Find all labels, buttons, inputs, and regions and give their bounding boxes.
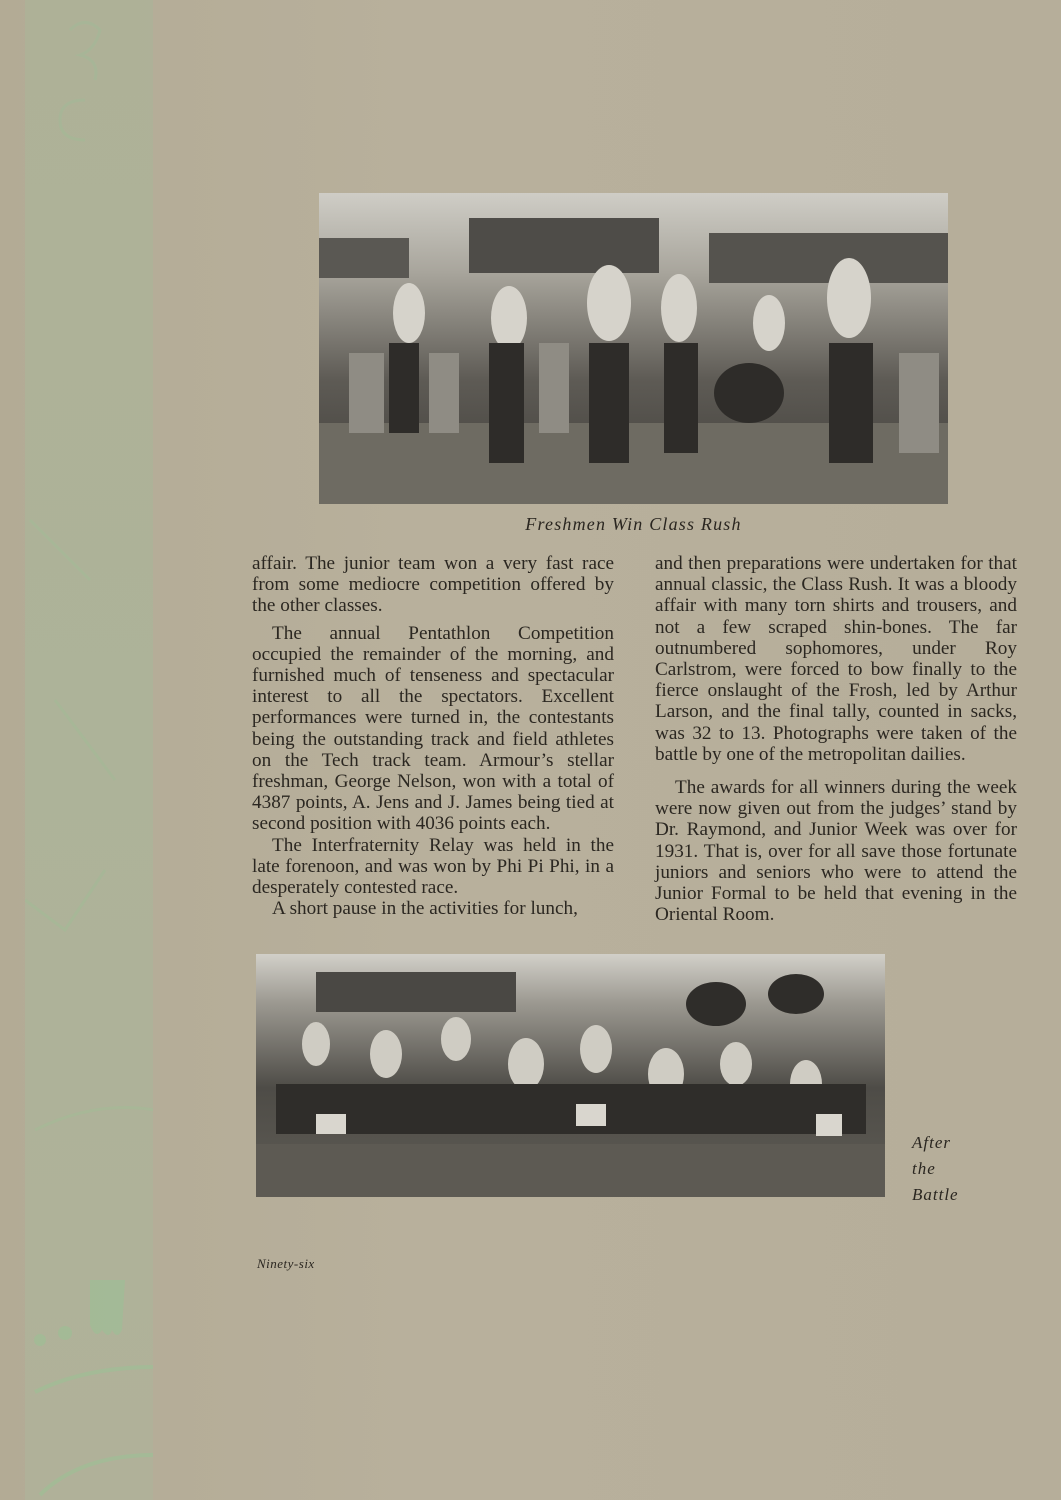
after-the-battle-photo — [256, 954, 885, 1197]
paragraph: and then preparations were undertaken for that annual classic, the Class Rush. It was a bloody affair with many torn shirts and trousers, and not a few scraped shin-bones. The far outnumbered sophomores, under Roy Carlstrom, were forced to bow finally to the fierce onslaught of the Frosh, led by Arthur Larson, and the final tally, counted in sacks, was 32 to 13. Photographs were taken of the battle by one of the metropolitan dailies. — [655, 553, 1017, 765]
paragraph: The annual Pentathlon Competition occupied the remainder of the morning, and furnished much of tenseness and spectacular interest to all the spectators. Excellent performances were turned in, the contestants being the outstanding track and field athletes on the Tech track team. Armour’s stellar freshman, George Nelson, won with a total of 4387 points, A. Jens and J. James being tied at second position with 4036 points each. — [252, 622, 614, 835]
caption-line: After — [912, 1133, 951, 1152]
class-rush-photo — [319, 193, 948, 504]
page-number: Ninety-six — [257, 1256, 315, 1271]
caption-line: Battle — [912, 1185, 959, 1204]
bottom-photo-caption — [912, 1130, 959, 1208]
caption-line: the — [912, 1159, 936, 1178]
decorative-green-strip — [25, 0, 153, 1500]
text-column-left — [252, 553, 614, 919]
after-the-battle-photo-image — [256, 954, 885, 1197]
paragraph: affair. The junior team won a very fast race from some mediocre competition offered by the other classes. — [252, 553, 614, 617]
paragraph: The Interfraternity Relay was held in the late forenoon, and was won by Phi Pi Phi, in a desperately contested race. — [252, 834, 614, 899]
paragraph: The awards for all winners during the week were now given out from the judges’ stand by Dr. Raymond, and Junior Week was over for 1931. That is, over for all save those fortunate juniors and seniors who were to attend the Junior Formal to be held that evening in the Oriental Room. — [655, 777, 1017, 926]
decorative-watermark-icon — [25, 0, 153, 1500]
paragraph: A short pause in the activities for lunch, — [272, 898, 578, 920]
text-column-right — [655, 553, 1017, 925]
top-photo-caption: Freshmen Win Class Rush — [525, 514, 742, 534]
class-rush-photo-image — [319, 193, 948, 504]
